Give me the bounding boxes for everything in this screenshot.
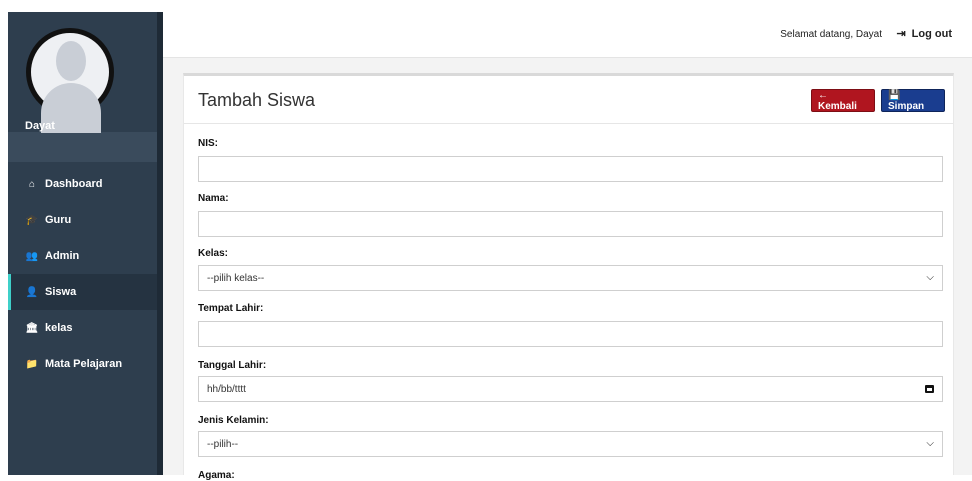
sidebar-item-admin[interactable] xyxy=(8,238,163,274)
topbar xyxy=(163,12,972,58)
kelas-select-value: --pilih kelas-- xyxy=(207,272,265,284)
profile-name: Dayat xyxy=(25,120,55,132)
building-icon: 🏛 xyxy=(25,322,39,334)
logout-button[interactable] xyxy=(896,27,952,40)
sidebar xyxy=(8,12,163,475)
sidebar-item-label: Mata Pelajaran xyxy=(45,358,123,370)
sidebar-nav xyxy=(8,166,163,382)
home-icon: ⌂ xyxy=(28,178,36,190)
sidebar-item-label: Admin xyxy=(45,250,80,262)
sidebar-item-dashboard[interactable] xyxy=(8,166,163,202)
chevron-down-icon: ⌵ xyxy=(926,438,934,449)
panel-header xyxy=(184,76,953,124)
sidebar-item-siswa[interactable] xyxy=(8,274,163,310)
profile-section xyxy=(8,12,163,132)
jenis-kelamin-select[interactable] xyxy=(198,431,943,457)
page-title: Tambah Siswa xyxy=(198,90,316,110)
sidebar-item-kelas[interactable] xyxy=(8,310,163,346)
avatar-head xyxy=(56,41,86,81)
sidebar-item-label: Dashboard xyxy=(45,178,103,190)
nama-label: Nama: xyxy=(198,193,229,204)
form-panel xyxy=(183,73,954,481)
jenis-kelamin-select-value: --pilih-- xyxy=(207,438,239,450)
tanggal-lahir-placeholder: hh/bb/tttt xyxy=(207,383,246,395)
nama-field[interactable] xyxy=(198,211,943,237)
tempat-lahir-field[interactable] xyxy=(198,321,943,347)
folder-icon: 📁 xyxy=(25,358,39,370)
agama-label: Agama: xyxy=(198,470,235,481)
profile-band xyxy=(8,132,163,162)
avatar xyxy=(26,28,114,116)
tanggal-lahir-field[interactable] xyxy=(198,376,943,402)
tempat-lahir-label: Tempat Lahir: xyxy=(198,303,264,314)
jenis-kelamin-label: Jenis Kelamin: xyxy=(198,415,269,426)
sidebar-item-guru[interactable] xyxy=(8,202,163,238)
user-icon: 👤 xyxy=(25,286,39,298)
graduation-cap-icon: 🎓 xyxy=(25,214,39,226)
kelas-label: Kelas: xyxy=(198,248,229,259)
save-button[interactable]: 💾 Simpan xyxy=(881,89,945,112)
nis-field[interactable] xyxy=(198,156,943,182)
sign-out-icon: ⇥ xyxy=(896,28,906,40)
logout-label: Log out xyxy=(911,27,952,40)
users-icon: 👥 xyxy=(25,250,39,262)
sidebar-item-label: Siswa xyxy=(45,286,77,298)
welcome-text: Selamat datang, Dayat xyxy=(780,29,882,40)
sidebar-item-label: kelas xyxy=(45,322,73,334)
back-button[interactable]: ← Kembali xyxy=(811,89,875,112)
nis-label: NIS: xyxy=(198,138,218,149)
kelas-select[interactable] xyxy=(198,265,943,291)
sidebar-item-label: Guru xyxy=(45,214,72,226)
calendar-icon[interactable] xyxy=(925,385,934,393)
tanggal-lahir-label: Tanggal Lahir: xyxy=(198,360,267,371)
sidebar-item-mata-pelajaran[interactable] xyxy=(8,346,163,382)
chevron-down-icon: ⌵ xyxy=(926,272,934,283)
